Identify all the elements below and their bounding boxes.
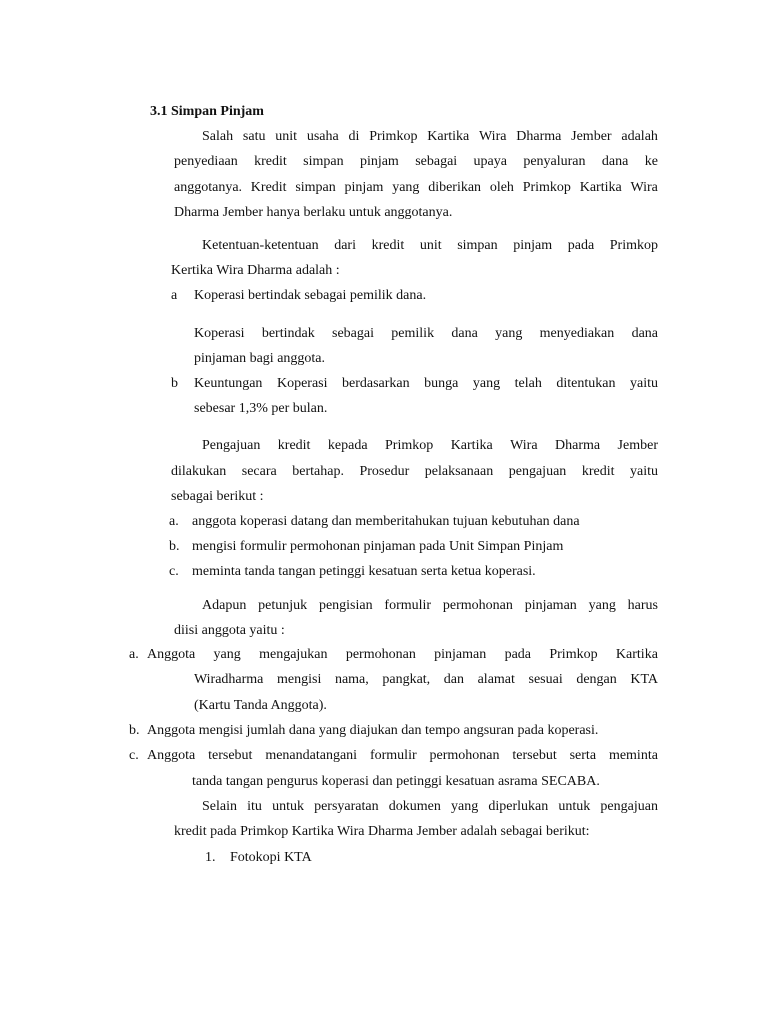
paragraph-4-line-2: diisi anggota yaitu :: [174, 623, 285, 638]
list-2-item-c: meminta tanda tangan petinggi kesatuan serta ketua koperasi.: [192, 564, 536, 579]
list-1-note-line-2: pinjaman bagi anggota.: [194, 351, 326, 366]
paragraph-3-line-1: Pengajuan kredit kepada Primkop Kartika Wira Dharma Jember: [202, 438, 658, 453]
paragraph-5-line-1: Selain itu untuk persyaratan dokumen yang diperlukan untuk pengajuan: [202, 799, 658, 814]
list-3-item-a-line-2: Wiradharma mengisi nama, pangkat, dan alamat sesuai dengan KTA: [194, 672, 658, 687]
paragraph-1-line-2: penyediaan kredit simpan pinjam sebagai upaya penyaluran dana ke: [174, 154, 658, 169]
list-3-item-c-line-1: Anggota tersebut menandatangani formulir permohonan tersebut serta meminta: [147, 748, 658, 763]
paragraph-4-line-1: Adapun petunjuk pengisian formulir permohonan pinjaman yang harus: [202, 598, 658, 613]
section-heading: 3.1 Simpan Pinjam: [150, 104, 264, 119]
paragraph-2-line-1: Ketentuan-ketentuan dari kredit unit simpan pinjam pada Primkop: [202, 238, 658, 253]
list-1-item-b-line-1: Keuntungan Koperasi berdasarkan bunga yang telah ditentukan yaitu: [194, 376, 658, 391]
paragraph-1-line-3: anggotanya. Kredit simpan pinjam yang diberikan oleh Primkop Kartika Wira: [174, 180, 658, 195]
paragraph-5-line-2: kredit pada Primkop Kartika Wira Dharma Jember adalah sebagai berikut:: [174, 824, 590, 839]
list-2-item-b: mengisi formulir permohonan pinjaman pada Unit Simpan Pinjam: [192, 539, 564, 554]
list-3-item-b: Anggota mengisi jumlah dana yang diajukan dan tempo angsuran pada koperasi.: [147, 723, 599, 738]
list-3-marker-b: b.: [129, 723, 140, 738]
list-3-item-a-line-1: Anggota yang mengajukan permohonan pinjaman pada Primkop Kartika: [147, 647, 658, 662]
list-3-marker-c: c.: [129, 748, 139, 763]
list-1-marker-a: a: [171, 288, 178, 303]
list-2-marker-c: c.: [169, 564, 179, 579]
list-1-item-a: Koperasi bertindak sebagai pemilik dana.: [194, 288, 427, 303]
paragraph-3-line-2: dilakukan secara bertahap. Prosedur pelaksanaan pengajuan kredit yaitu: [171, 464, 658, 479]
list-4-item-1: Fotokopi KTA: [230, 850, 312, 865]
paragraph-1-line-4: Dharma Jember hanya berlaku untuk anggotanya.: [174, 205, 453, 220]
list-3-item-a-line-3: (Kartu Tanda Anggota).: [194, 698, 327, 713]
list-2-marker-b: b.: [169, 539, 180, 554]
list-1-marker-b: b: [171, 376, 178, 391]
list-4-marker-1: 1.: [205, 850, 216, 865]
list-2-marker-a: a.: [169, 514, 179, 529]
list-2-item-a: anggota koperasi datang dan memberitahukan tujuan kebutuhan dana: [192, 514, 580, 529]
list-1-note-line-1: Koperasi bertindak sebagai pemilik dana yang menyediakan dana: [194, 326, 658, 341]
paragraph-3-line-3: sebagai berikut :: [171, 489, 264, 504]
list-3-marker-a: a.: [129, 647, 139, 662]
list-1-item-b-line-2: sebesar 1,3% per bulan.: [194, 401, 328, 416]
list-3-item-c-line-2: tanda tangan pengurus koperasi dan petinggi kesatuan asrama SECABA.: [192, 774, 600, 789]
paragraph-1-line-1: Salah satu unit usaha di Primkop Kartika Wira Dharma Jember adalah: [202, 129, 658, 144]
paragraph-2-line-2: Kertika Wira Dharma adalah :: [171, 263, 340, 278]
